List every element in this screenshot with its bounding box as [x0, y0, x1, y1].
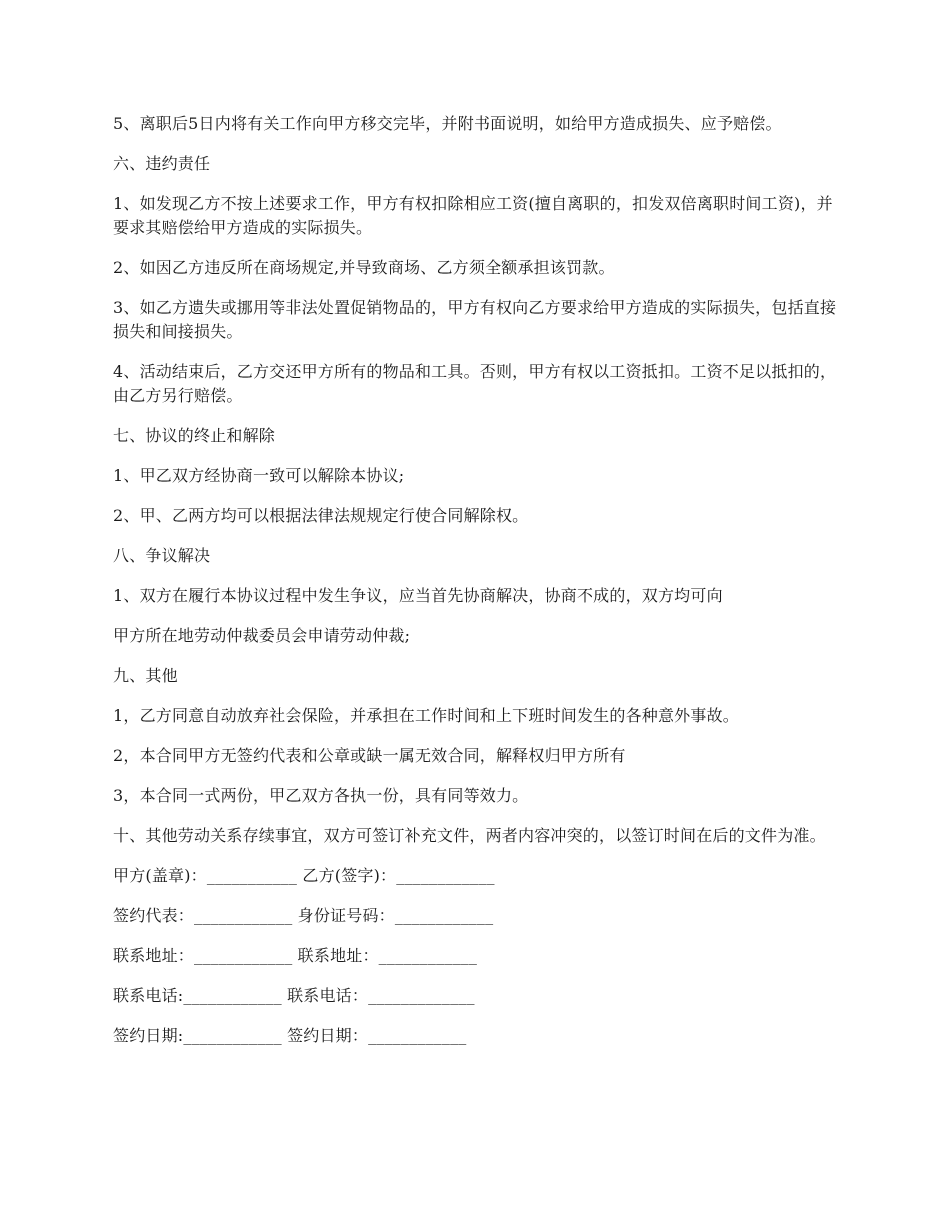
section-7-heading: 七、协议的终止和解除 [113, 426, 276, 445]
clause-9-3: 3，本合同一式两份，甲乙双方各执一份，具有同等效力。 [113, 786, 529, 805]
clause-6-1: 1、如发现乙方不按上述要求工作，甲方有权扣除相应工资(擅自离职的，扣发双倍离职时间工资)，并要求其赔偿给甲方造成的实际损失。 [113, 194, 833, 237]
clause-7-1: 1、甲乙双方经协商一致可以解除本协议; [113, 466, 405, 485]
signature-representative-line: 签约代表：____________ 身份证号码：____________ [113, 906, 494, 925]
clause-6-2: 2、如因乙方违反所在商场规定,并导致商场、乙方须全额承担该罚款。 [113, 258, 615, 277]
clause-9-2: 2，本合同甲方无签约代表和公章或缺一属无效合同，解释权归甲方所有 [113, 746, 626, 765]
signature-phone-line: 联系电话:____________ 联系电话：_____________ [113, 986, 475, 1005]
section-10-clause: 十、其他劳动关系存续事宜，双方可签订补充文件，两者内容冲突的，以签订时间在后的文件为准。 [113, 826, 826, 845]
clause-7-2: 2、甲、乙两方均可以根据法律法规规定行使合同解除权。 [113, 506, 529, 525]
document-body [113, 112, 843, 1064]
signature-date-line: 签约日期:____________ 签约日期：____________ [113, 1026, 467, 1045]
section-6-heading: 六、违约责任 [113, 154, 211, 173]
clause-8-1-cont: 甲方所在地劳动仲裁委员会申请劳动仲裁; [113, 626, 411, 645]
section-8-heading: 八、争议解决 [113, 546, 211, 565]
clause-9-1: 1，乙方同意自动放弃社会保险，并承担在工作时间和上下班时间发生的各种意外事故。 [113, 706, 739, 725]
clause-6-4: 4、活动结束后，乙方交还甲方所有的物品和工具。否则，甲方有权以工资抵扣。工资不足以抵扣的，由乙方另行赔偿。 [113, 362, 837, 405]
section-9-heading: 九、其他 [113, 666, 178, 685]
clause-6-3: 3、如乙方遗失或挪用等非法处置促销物品的，甲方有权向乙方要求给甲方造成的实际损失，包括直接损失和间接损失。 [113, 298, 837, 341]
signature-party-line: 甲方(盖章)：___________ 乙方(签字)：____________ [113, 866, 495, 885]
clause-8-1: 1、双方在履行本协议过程中发生争议，应当首先协商解决，协商不成的，双方均可向 [113, 586, 723, 605]
signature-address-line: 联系地址：____________ 联系地址：____________ [113, 946, 478, 965]
clause-5-handover: 5、离职后5日内将有关工作向甲方移交完毕，并附书面说明，如给甲方造成损失、应予赔偿。 [113, 114, 782, 133]
